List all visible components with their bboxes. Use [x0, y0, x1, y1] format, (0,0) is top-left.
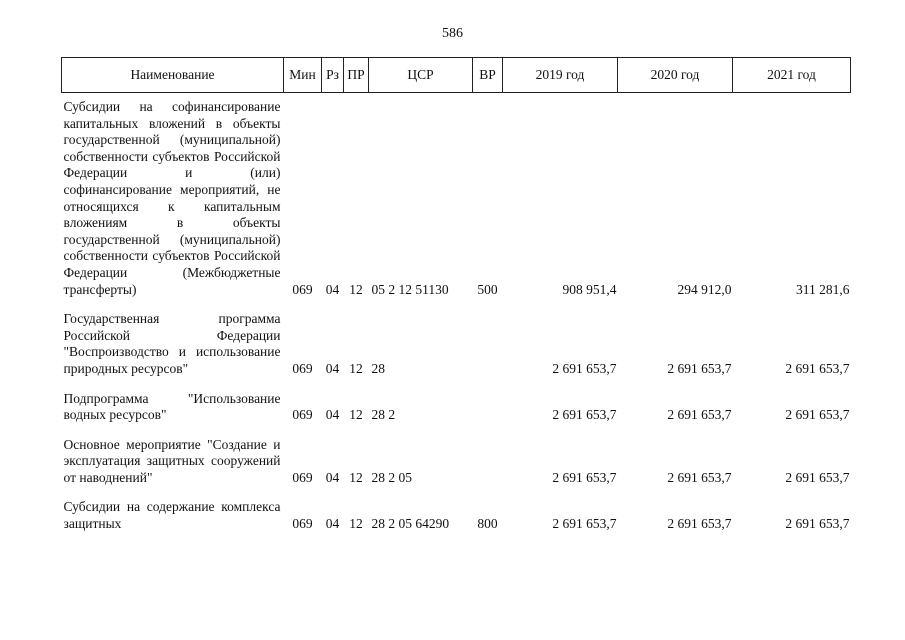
row-rz: 04: [325, 360, 340, 376]
page-number: 586: [442, 26, 463, 41]
row-min: 069: [292, 281, 313, 297]
row-pr: 12: [349, 360, 363, 376]
row-csr: 05 2 12 51130: [371, 281, 449, 297]
header-2019: 2019 год: [503, 58, 618, 93]
row-rz: 04: [325, 281, 340, 297]
row-amount-2021: 311 281,6: [796, 281, 850, 297]
row-rz: 04: [325, 469, 340, 485]
row-amount-2021: 2 691 653,7: [785, 360, 850, 376]
row-amount-2021: 2 691 653,7: [785, 516, 850, 532]
row-name: Основное мероприятие "Создание и эксплуатация защитных сооружений от наводнений": [63, 436, 281, 485]
row-amount-2020: 2 691 653,7: [667, 360, 732, 376]
header-2020: 2020 год: [618, 58, 733, 93]
row-amount-2020: 294 912,0: [677, 281, 732, 297]
row-vr: [473, 305, 503, 384]
header-2021: 2021 год: [733, 58, 851, 93]
row-name: Субсидии на софинансирование капитальных вложений в объекты государственной (муниципальной) собственности субъектов Российской Федерации и (или) софинансирование мероприятий, не относящихся к капитальным вложениям в объекты государственной (муниципальной) собственности субъектов Российской Федерации (Межбюджетные трансферты): [63, 99, 281, 297]
row-pr: 12: [349, 516, 363, 532]
budget-table: [61, 57, 851, 540]
row-vr: 500: [477, 281, 498, 297]
table-header-row: [62, 58, 851, 93]
row-name: Субсидии на содержание комплекса защитных: [63, 499, 281, 532]
row-pr: 12: [349, 281, 363, 297]
row-pr: 12: [349, 407, 363, 423]
header-pr: ПР: [344, 58, 369, 93]
row-csr: 28 2 05 64290: [371, 516, 450, 532]
header-rz: Рз: [322, 58, 344, 93]
row-amount-2020: 2 691 653,7: [667, 516, 732, 532]
row-csr: 28: [371, 360, 385, 376]
row-amount-2019: 2 691 653,7: [552, 516, 617, 532]
row-amount-2019: 2 691 653,7: [552, 407, 617, 423]
row-min: 069: [292, 516, 313, 532]
row-amount-2019: 2 691 653,7: [552, 469, 617, 485]
table-row: [62, 305, 851, 384]
row-pr: 12: [349, 469, 363, 485]
row-amount-2020: 2 691 653,7: [667, 469, 732, 485]
table-row: [62, 385, 851, 431]
header-vr: ВР: [473, 58, 503, 93]
row-rz: 04: [325, 516, 340, 532]
row-amount-2021: 2 691 653,7: [785, 407, 850, 423]
header-min: Мин: [284, 58, 322, 93]
row-min: 069: [292, 469, 313, 485]
table-row: [62, 93, 851, 306]
row-vr: 800: [477, 516, 498, 532]
row-vr: [473, 385, 503, 431]
row-amount-2019: 2 691 653,7: [552, 360, 617, 376]
row-name: Государственная программа Российской Федерации "Воспроизводство и использование природных ресурсов": [63, 311, 281, 376]
header-name: Наименование: [62, 58, 284, 93]
header-csr: ЦСР: [369, 58, 473, 93]
row-amount-2021: 2 691 653,7: [785, 469, 850, 485]
row-name: Подпрограмма "Использование водных ресурсов": [63, 390, 281, 423]
table-row: [62, 431, 851, 494]
row-csr: 28 2 05: [371, 469, 412, 485]
row-amount-2020: 2 691 653,7: [667, 407, 732, 423]
row-min: 069: [292, 407, 313, 423]
row-csr: 28 2: [371, 407, 396, 423]
row-min: 069: [292, 360, 313, 376]
row-amount-2019: 908 951,4: [562, 281, 617, 297]
row-rz: 04: [325, 407, 340, 423]
table-row: [62, 493, 851, 539]
row-vr: [473, 431, 503, 494]
